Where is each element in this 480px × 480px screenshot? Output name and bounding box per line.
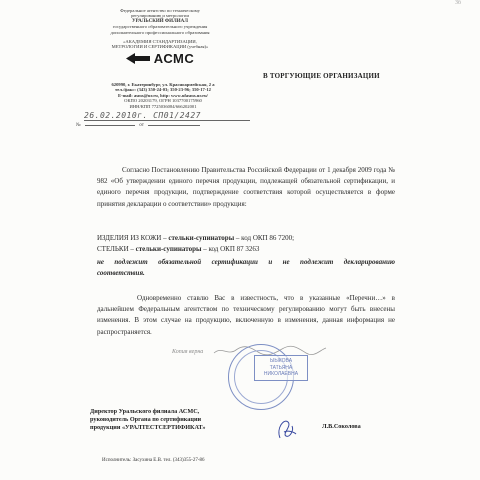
handwritten-signature-icon — [270, 414, 300, 442]
signature-block — [90, 408, 206, 432]
academy-name: МЕТРОЛОГИИ И СЕРТИФИКАЦИИ (учебная)» — [111, 44, 209, 50]
letterhead-line: государственного образовательного учреждения — [112, 24, 208, 30]
letterhead — [60, 8, 260, 64]
letterhead-line: дополнительного профессионального образования — [110, 29, 210, 35]
copy-note: Копия верна — [172, 349, 204, 355]
registration-line — [76, 123, 200, 128]
signature-title: руководитель Органа по сертификации — [90, 416, 202, 423]
item-2-code: – код ОКП 87 3263 — [201, 245, 260, 253]
divider — [84, 120, 250, 121]
inn-line: ИНН/КПП 7725036084/666202001 — [129, 103, 197, 109]
item-1-code: – код ОКП 86 7200; — [234, 234, 295, 242]
letterhead-line: Федеральное агентство по техническому — [120, 8, 200, 13]
logo-arrow-icon — [126, 53, 150, 64]
logo-text: АСМС — [153, 50, 195, 66]
stamp-line: ЫЫКОВА — [269, 358, 293, 364]
item-2-product: стельки-супинаторы — [135, 245, 202, 253]
corner-mark: Зб — [455, 0, 462, 6]
paragraph-2: Одновременно ставлю Вас в известность, что в указанные «Перечни…» в дальнейшем Федеральным агентством по техническому регулированию могут быть внесены изменения. В этом случае на продукцию, включенную в изменения, данная информация не распространяется. — [97, 294, 395, 336]
email-line: E-mail: asms@ur.ru, http: www.ufasms.ur.ru/ — [118, 92, 208, 98]
recipient: В ТОРГУЮЩИЕ ОРГАНИЗАЦИИ — [263, 72, 380, 80]
stamp-line: НИКОЛАЕВНА — [263, 371, 299, 377]
handwritten-number: 26.02.2010г. СП01/2427 — [84, 111, 201, 120]
academy-name: «АКАДЕМИЯ СТАНДАРТИЗАЦИИ, — [123, 39, 197, 45]
address-block — [78, 82, 248, 109]
signature-title: продукции «УРАЛТЕСТСЕРТИФИКАТ» — [90, 424, 206, 431]
item-1 — [97, 233, 395, 244]
stamp-line: ТАТЬЯНА — [269, 364, 293, 371]
paragraph-1: Согласно Постановлению Правительства Российской Федерации от 1 декабря 2009 года № 982 «Об утверждении единого перечня продукции, подлежащей обязательной сертификации, и единого перечня продукции, подтверждение соответствия которой осуществляется в форме принятия декларации о соответствии» продукция: — [97, 166, 395, 208]
letterhead-branch: УРАЛЬСКИЙ ФИЛИАЛ — [131, 18, 188, 24]
item-1-prefix: ИЗДЕЛИЯ ИЗ КОЖИ – — [97, 234, 169, 242]
okpo-line: ОКПО 20203179, ОГРН 1037700175960 — [124, 98, 202, 104]
item-1-product: стельки-супинаторы — [168, 234, 235, 242]
phone-line: тел./факс: (343) 350-24-03; 350-23-96; 350-17-12 — [115, 87, 211, 93]
reg-no-label: № — [76, 123, 81, 128]
name-stamp — [254, 355, 308, 381]
signatory-name: Л.В.Соколова — [322, 423, 361, 430]
item-2-prefix: СТЕЛЬКИ – — [97, 245, 136, 253]
executor-line: Исполнитель: Засухина Е.В. тел. (343)355-27-86 — [102, 458, 205, 463]
item-2 — [97, 244, 395, 255]
letterhead-line: регулированию и метрологии — [131, 13, 189, 19]
signature-title: Директор Уральского филиала АСМС, — [90, 408, 200, 415]
address-line: 620990, г. Екатеринбург, ул. Красноармейская, 2 а — [111, 82, 215, 87]
notice: не подлежит обязательной сертификации и не подлежит декларированию соответствия. — [97, 258, 395, 278]
logo — [60, 50, 260, 66]
reg-on-label: от — [139, 123, 144, 128]
